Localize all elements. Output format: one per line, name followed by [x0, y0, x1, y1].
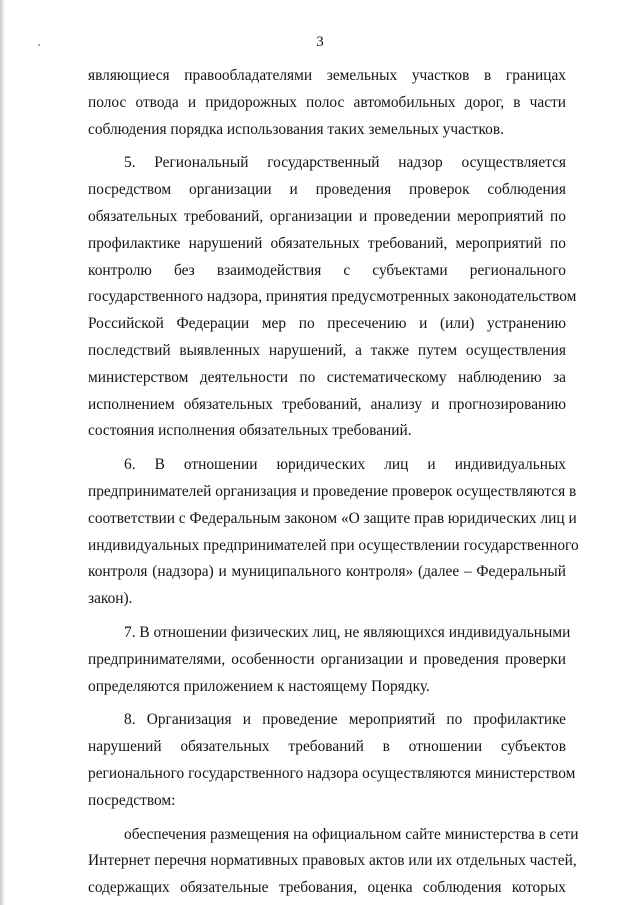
text-line: регионального государственного надзора осуществляются министерством: [88, 764, 576, 782]
text-line: Российской Федерации мер по пресечению и (или) устранению: [88, 315, 566, 333]
paragraph-p8: [88, 707, 576, 814]
paragraph-p5: [88, 150, 577, 445]
paragraph-gap: [88, 143, 566, 150]
text-line: нарушений обязательных требований в отношении субъектов: [88, 738, 566, 756]
paragraph-gap: [88, 613, 566, 620]
text-line: 8. Организация и проведение мероприятий по профилактике: [124, 711, 566, 729]
text-line: профилактике нарушений обязательных требований, мероприятий по: [88, 234, 566, 252]
page-number: 3: [316, 34, 324, 50]
text-line: предпринимателями, особенности организации и проведения проверки: [88, 650, 566, 668]
text-line: состояния исполнения обязательных требований.: [88, 422, 412, 440]
text-line: контроля (надзора) и муниципального контроля» (далее – Федеральный: [88, 563, 566, 581]
text-line: индивидуальных предпринимателей при осуществлении государственного: [88, 536, 579, 554]
text-line: определяются приложением к настоящему Порядку.: [88, 677, 430, 695]
text-line: обеспечения размещения на официальном сайте министерства в сети: [124, 825, 579, 843]
text-line: министерством деятельности по систематическому наблюдению за: [88, 368, 566, 386]
text-line: государственного надзора, принятия предусмотренных законодательством: [88, 288, 577, 306]
paragraph-p8-list: [88, 822, 579, 902]
paragraph-p-continuation: [88, 63, 566, 143]
text-line: исполнением обязательных требований, анализу и прогнозированию: [88, 395, 566, 413]
text-line: последствий выявленных нарушений, а также путем осуществления: [88, 341, 566, 359]
text-line: полос отвода и придорожных полос автомобильных дорог, в части: [88, 93, 566, 111]
text-line: являющиеся правообладателями земельных участков в границах: [88, 67, 566, 84]
paragraph-gap: [88, 700, 566, 707]
text-line: Интернет перечня нормативных правовых актов или их отдельных частей,: [88, 852, 577, 870]
text-line: посредством:: [88, 791, 176, 809]
scan-edge-shadow: [0, 0, 6, 905]
paragraph-gap: [88, 445, 566, 452]
text-line: соответствии с Федеральным законом «О защите прав юридических лиц и: [88, 509, 577, 527]
text-line: посредством организации и проведения проверок соблюдения: [88, 181, 566, 199]
text-line: содержащих обязательные требования, оценка соблюдения которых: [88, 879, 566, 897]
paragraph-p6: [88, 452, 579, 613]
text-line: обязательных требований, организации и проведении мероприятий по: [88, 207, 566, 225]
text-line: 6. В отношении юридических лиц и индивидуальных: [124, 456, 566, 474]
paragraph-gap: [88, 815, 566, 822]
text-line: закон).: [88, 590, 133, 608]
document-body: [88, 63, 579, 902]
text-line: контролю без взаимодействия с субъектами регионального: [88, 261, 566, 279]
text-line: 5. Региональный государственный надзор осуществляется: [124, 154, 566, 172]
text-line: соблюдения порядка использования таких земельных участков.: [88, 120, 504, 138]
paragraph-p7: [88, 620, 571, 700]
text-line: предпринимателей организация и проведение проверок осуществляются в: [88, 482, 577, 500]
text-line: 7. В отношении физических лиц, не являющихся индивидуальными: [124, 623, 571, 641]
